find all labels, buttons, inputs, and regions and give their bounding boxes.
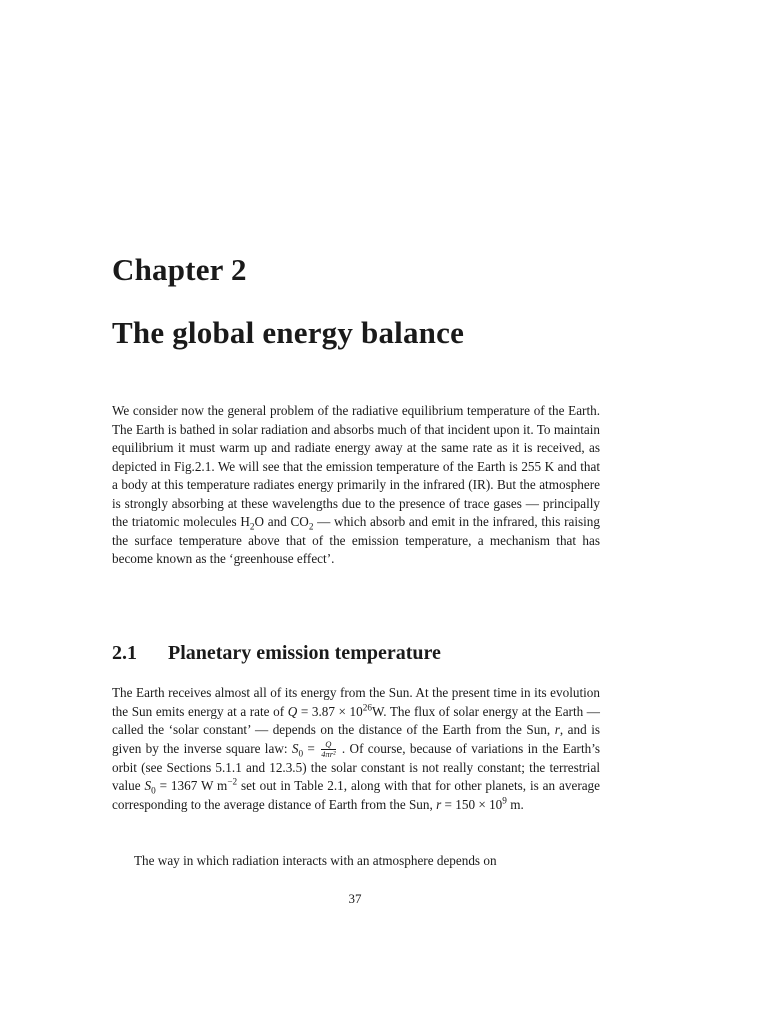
s0-variable-2: S <box>144 778 152 794</box>
chapter-title: The global energy balance <box>112 315 465 350</box>
p1-text-4: set out in Table 2.1, along with that for other planets, is an average corresponding to the average distance of Earth from the Sun, <box>112 778 601 812</box>
r-exponent: 9 <box>502 795 507 806</box>
intro-text-2: O and CO <box>254 514 309 529</box>
intro-paragraph <box>112 402 600 569</box>
section-number: 2.1 <box>112 642 137 664</box>
r-variable-2: r <box>436 796 442 812</box>
s0-unit-exponent: −2 <box>227 777 238 788</box>
q-exponent: 26 <box>362 702 372 713</box>
chapter-number: Chapter 2 <box>112 252 247 287</box>
intro-h2o-subscript: 2 <box>249 521 255 532</box>
p1-text-5: m. <box>506 796 524 812</box>
r-variable: r <box>554 722 560 737</box>
section-heading <box>112 642 441 665</box>
s0-variable: S <box>291 740 299 756</box>
p1-text-2: , and is given by the inverse square law: <box>112 722 600 756</box>
page-number: 37 <box>348 891 362 906</box>
q-variable: Q <box>287 703 298 719</box>
p1-text-q-unit: W. The flux of solar energy at the Earth — called the ‘solar constant’ — depends on the distance of the Earth from the Sun, <box>112 703 600 737</box>
q-value: = 3.87 × 10 <box>297 703 363 719</box>
fraction-denominator: 4πr² <box>321 748 336 759</box>
intro-co2-subscript: 2 <box>308 521 314 532</box>
intro-text-3: — which absorb and emit in the infrared, this raising the surface temperature above that of the emission temperature, a mechanism that has become known as the ‘greenhouse effect’. <box>112 514 600 566</box>
section-title: Planetary emission temperature <box>168 642 441 664</box>
equals-sign: = <box>303 740 320 756</box>
s0-subscript: 0 <box>298 748 304 759</box>
s0-value: = 1367 W m <box>155 778 228 794</box>
intro-text-1: We consider now the general problem of the radiative equilibrium temperature of the Earth. The Earth is bathed in solar radiation and absorbs much of that incident upon it. To maintain equilibrium it must warm up and radiate energy away at the same rate as it is received, as depicted in Fig.2.1. We will see that the emission temperature of the Earth is 255 K and that a body at this temperature radiates energy primarily in the infrared (IR). But the atmosphere is strongly absorbing at these wavelengths due to the presence of trace gases — principally the triatomic molecules H <box>112 403 600 529</box>
inverse-square-fraction <box>321 740 335 759</box>
s0-subscript-2: 0 <box>151 786 156 797</box>
p1-text-3: . Of course, because of variations in the Earth’s orbit (see Sections 5.1.1 and 12.3.5) the solar constant is not really constant; the terrestrial value <box>112 740 600 794</box>
section-paragraph-1 <box>112 684 600 814</box>
section-paragraph-2: The way in which radiation interacts with an atmosphere depends on <box>134 853 497 868</box>
r-value: = 150 × 10 <box>441 796 503 812</box>
fraction-numerator: Q <box>321 740 335 750</box>
p1-text-1: The Earth receives almost all of its energy from the Sun. At the present time in its evolution the Sun emits energy at a rate of <box>112 685 600 719</box>
